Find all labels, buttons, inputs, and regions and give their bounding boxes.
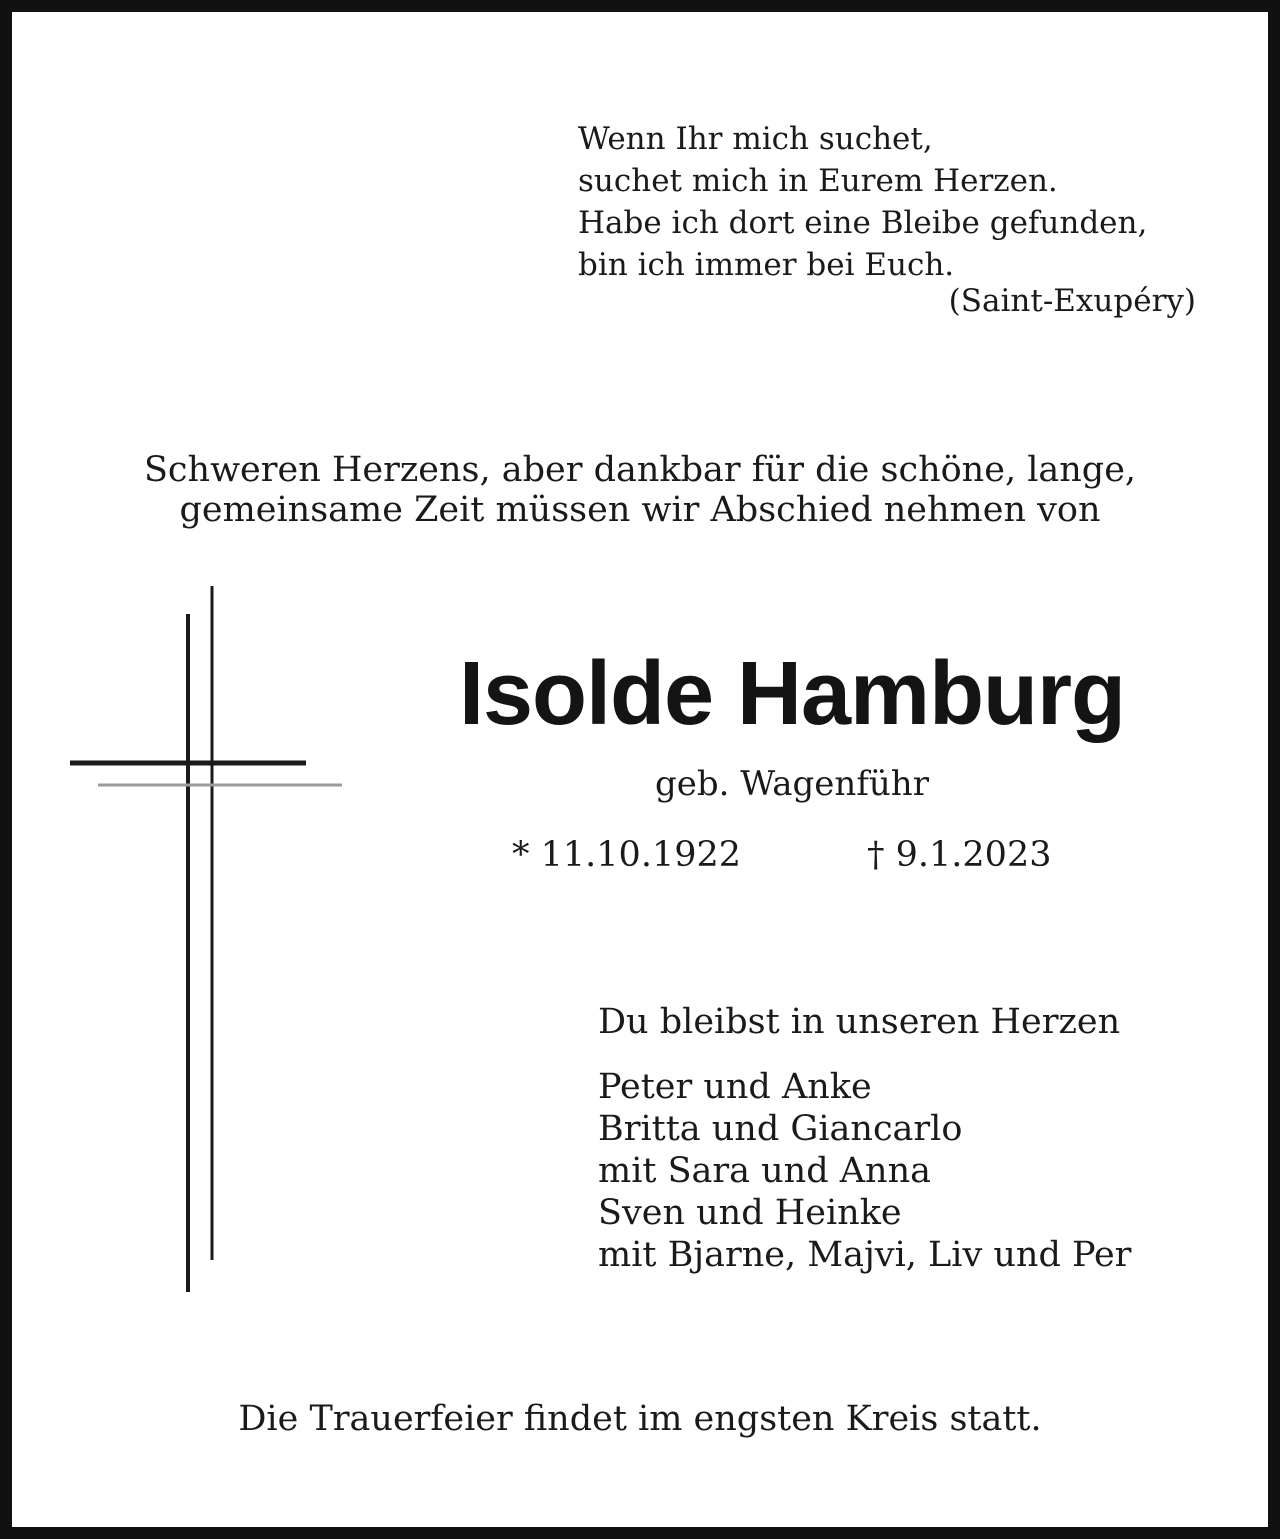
quote-line: Habe ich dort eine Bleibe gefunden, bbox=[578, 205, 1148, 241]
birth-name: geb. Wagenführ bbox=[655, 764, 929, 804]
death-date: † 9.1.2023 bbox=[867, 835, 1052, 875]
family-member: Peter und Anke bbox=[598, 1067, 872, 1107]
quote-attribution: (Saint-Exupéry) bbox=[948, 283, 1196, 319]
quote-line: suchet mich in Eurem Herzen. bbox=[578, 163, 1058, 199]
family-member: mit Bjarne, Majvi, Liv und Per bbox=[598, 1235, 1132, 1275]
quote-line: bin ich immer bei Euch. bbox=[578, 247, 955, 283]
deceased-name: Isolde Hamburg bbox=[458, 644, 1126, 744]
birth-date: * 11.10.1922 bbox=[512, 835, 742, 875]
intro-line: gemeinsame Zeit müssen wir Abschied nehmen von bbox=[179, 490, 1101, 530]
quote-line: Wenn Ihr mich suchet, bbox=[578, 121, 933, 157]
family-member: Britta und Giancarlo bbox=[598, 1109, 963, 1149]
obituary-notice bbox=[12, 12, 1268, 1527]
intro-line: Schweren Herzens, aber dankbar für die schöne, lange, bbox=[143, 450, 1137, 490]
cross-icon bbox=[12, 12, 372, 1312]
family-member: Sven und Heinke bbox=[598, 1193, 902, 1233]
closing-line: Du bleibst in unseren Herzen bbox=[598, 1002, 1121, 1042]
quote-block bbox=[578, 118, 1198, 286]
family-list bbox=[598, 1066, 1131, 1276]
family-member: mit Sara und Anna bbox=[598, 1151, 931, 1191]
ceremony-note: Die Trauerfeier findet im engsten Kreis statt. bbox=[238, 1399, 1042, 1439]
